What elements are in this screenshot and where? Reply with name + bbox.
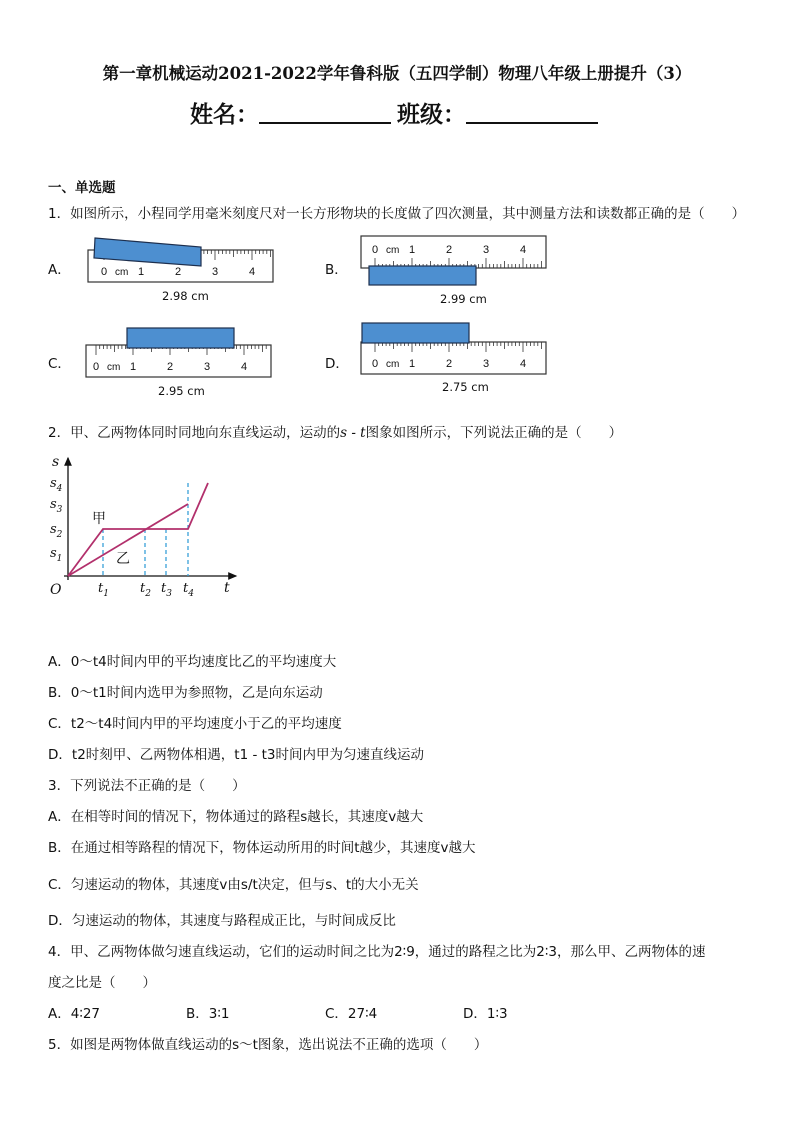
q3-option-d[interactable]: D．匀速运动的物体，其速度与路程成正比，与时间成反比 [48, 913, 396, 929]
ruler-unit: cm [115, 267, 129, 278]
ruler-tick-label: 1 [409, 244, 416, 256]
ruler-tick-label: 3 [204, 361, 211, 373]
block-d [362, 323, 469, 343]
q2-option-b[interactable]: B．0～t1时间内选甲为参照物，乙是向东运动 [48, 685, 323, 701]
ruler-tick-label: 0 [372, 358, 379, 370]
ruler-figure-d [355, 320, 555, 376]
q1-stem: 1．如图所示，小程同学用毫米刻度尺对一长方形物块的长度做了四次测量，其中测量方法和读数都正确的是（ ） [48, 206, 746, 222]
q2-option-c[interactable]: C．t2～t4时间内甲的平均速度小于乙的平均速度 [48, 716, 342, 732]
q4-option-d[interactable]: D．1∶3 [463, 1006, 508, 1022]
st-graph [44, 450, 244, 600]
ruler-unit: cm [107, 362, 121, 373]
ruler-tick-label: 4 [520, 358, 527, 370]
ruler-tick-label: 0 [372, 244, 379, 256]
origin-label: O [50, 582, 62, 598]
q2-stem-pre: 2．甲、乙两物体同时同地向东直线运动，运动的 [48, 425, 341, 441]
ruler-tick-label: 1 [138, 266, 145, 278]
label-yi: 乙 [116, 551, 130, 567]
q4-option-b[interactable]: B．3∶1 [186, 1006, 230, 1022]
q2-stem-var: s - t [340, 425, 366, 441]
y-tick-label: $s_1$ [50, 546, 63, 564]
class-blank[interactable] [466, 102, 598, 124]
q2-stem [48, 421, 622, 441]
caption-d: 2.75 cm [442, 380, 489, 394]
ruler-tick-label: 0 [101, 266, 108, 278]
ruler-tick-label: 2 [446, 358, 453, 370]
page-title: 第一章机械运动2021-2022学年鲁科版（五四学制）物理八年级上册提升（3） [102, 64, 692, 83]
ruler-tick-label: 0 [93, 361, 100, 373]
ruler-unit: cm [386, 359, 400, 370]
q3-option-b[interactable]: B．在通过相等路程的情况下，物体运动所用的时间t越少，其速度v越大 [48, 840, 476, 856]
ruler-tick-label: 3 [483, 358, 490, 370]
ruler-tick-label: 1 [130, 361, 137, 373]
ruler-tick-label: 1 [409, 358, 416, 370]
ruler-tick-label: 4 [241, 361, 248, 373]
q2-option-a[interactable]: A．0～t4时间内甲的平均速度比乙的平均速度大 [48, 654, 337, 670]
y-axis-label: s [52, 454, 60, 470]
ruler-tick-label: 4 [249, 266, 256, 278]
ruler-figure-a [80, 230, 280, 292]
block-b [369, 266, 476, 285]
q2-option-d[interactable]: D．t2时刻甲、乙两物体相遇，t1 - t3时间内甲为匀速直线运动 [48, 747, 424, 763]
q4-stem-line1: 4．甲、乙两物体做匀速直线运动，它们的运动时间之比为2∶9，通过的路程之比为2∶3，那么甲、乙两物体的速 [48, 944, 706, 960]
q1-option-a-letter[interactable]: A． [48, 262, 71, 278]
block-c [127, 328, 234, 348]
q3-stem: 3．下列说法不正确的是（ ） [48, 778, 246, 794]
q1-option-d-letter[interactable]: D． [325, 356, 349, 372]
ruler-tick-label: 2 [446, 244, 453, 256]
ruler-tick-label: 2 [167, 361, 174, 373]
section-heading: 一、单选题 [48, 180, 116, 196]
ruler-tick-label: 4 [520, 244, 527, 256]
class-label: 班级： [397, 102, 466, 128]
x-tick-label: $t_2$ [140, 581, 151, 599]
caption-a: 2.98 cm [162, 289, 209, 303]
y-tick-label: $s_2$ [50, 522, 63, 540]
ruler-tick-label: 2 [175, 266, 182, 278]
ruler-tick-label: 3 [212, 266, 219, 278]
caption-c: 2.95 cm [158, 384, 205, 398]
caption-b: 2.99 cm [440, 292, 487, 306]
ruler-figure-c [80, 325, 280, 381]
x-axis-label: t [224, 580, 230, 596]
y-tick-label: $s_4$ [50, 476, 63, 494]
q4-option-a[interactable]: A．4∶27 [48, 1006, 101, 1022]
y-tick-label: $s_3$ [50, 497, 63, 515]
q1-option-c-letter[interactable]: C． [48, 356, 71, 372]
q4-option-c[interactable]: C．27∶4 [325, 1006, 378, 1022]
label-jia: 甲 [92, 511, 106, 527]
x-tick-label: $t_4$ [183, 581, 194, 599]
x-tick-label: $t_3$ [161, 581, 172, 599]
name-label: 姓名： [190, 102, 259, 128]
q3-option-c[interactable]: C．匀速运动的物体，其速度v由s/t决定，但与s、t的大小无关 [48, 877, 419, 893]
ruler-unit: cm [386, 245, 400, 256]
student-info-line [0, 96, 794, 129]
q4-stem-line2: 度之比是（ ） [48, 975, 156, 991]
q5-stem: 5．如图是两物体做直线运动的s～t图象，选出说法不正确的选项（ ） [48, 1037, 488, 1053]
ruler-tick-label: 3 [483, 244, 490, 256]
q3-option-a[interactable]: A．在相等时间的情况下，物体通过的路程s越长，其速度v越大 [48, 809, 424, 825]
q2-stem-post: 图象如图所示，下列说法正确的是（ ） [365, 425, 623, 441]
name-blank[interactable] [259, 102, 391, 124]
ruler-figure-b [355, 232, 555, 288]
line-jia [68, 483, 208, 576]
x-tick-label: $t_1$ [98, 581, 109, 599]
q1-option-b-letter[interactable]: B． [325, 262, 348, 278]
